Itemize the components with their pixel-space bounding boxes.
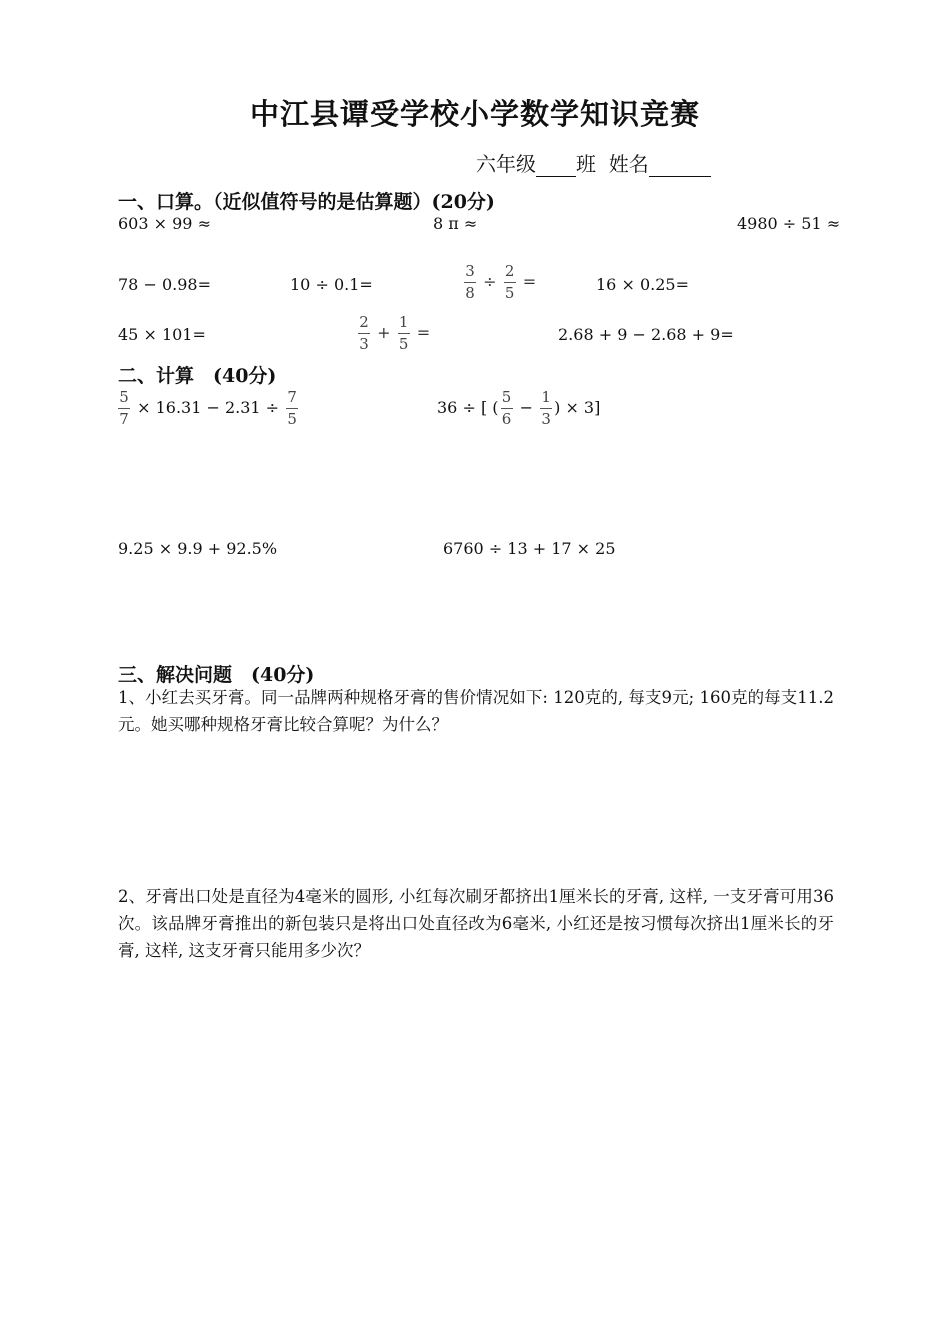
section1-heading: 一、口算。（近似值符号的是估算题）(20分) <box>118 191 495 213</box>
s1-problem-4: 78 − 0.98= <box>118 275 211 294</box>
fraction: $\frac{1}{5}$ <box>398 313 409 353</box>
section2-heading: 二、计算 (40分) <box>118 365 277 387</box>
s1-problem-3: 4980 ÷ 51 ≈ <box>737 214 841 233</box>
s2-problem-2: 36 ÷ [ ( $\frac{5}{6}$ − $\frac{1}{3}$ ) × 3] <box>437 388 601 428</box>
s2-problem-3: 9.25 × 9.9 + 92.5% <box>118 539 278 558</box>
name-blank <box>649 156 711 177</box>
s1-problem-6: $\frac{3}{8}$ ÷ $\frac{2}{5}$ = <box>465 262 537 302</box>
fraction: $\frac{5}{6}$ <box>501 388 512 428</box>
s1-problem-5: 10 ÷ 0.1= <box>290 275 373 294</box>
class-blank <box>536 156 576 177</box>
fraction: $\frac{3}{8}$ <box>465 262 475 302</box>
grade-label: 六年级 <box>476 152 536 176</box>
s1-problem-7: 16 × 0.25= <box>596 275 689 294</box>
s1-problem-8: 45 × 101= <box>118 325 206 344</box>
fraction: $\frac{2}{5}$ <box>504 262 515 302</box>
fraction: $\frac{2}{3}$ <box>359 313 369 353</box>
s1-problem-2: 8 π ≈ <box>433 214 478 233</box>
name-label: 姓名 <box>608 152 649 176</box>
s2-problem-1: $\frac{5}{7}$ × 16.31 − 2.31 ÷ $\frac{7}{5}$ <box>119 388 297 428</box>
section3-heading: 三、解决问题 (40分) <box>118 664 315 686</box>
s2-problem-4: 6760 ÷ 13 + 17 × 25 <box>443 539 616 558</box>
fraction: $\frac{5}{7}$ <box>119 388 129 428</box>
s3-question-1: 1、小红去买牙膏。同一品牌两种规格牙膏的售价情况如下: 120克的, 每支9元; 160克的每支11.2元。她买哪种规格牙膏比较合算呢？为什么？ <box>118 688 834 734</box>
s1-problem-1: 603 × 99 ≈ <box>118 214 211 233</box>
fraction: $\frac{1}{3}$ <box>541 388 551 428</box>
s1-problem-10: 2.68 + 9 − 2.68 + 9= <box>558 325 734 344</box>
s1-problem-9: $\frac{2}{3}$ + $\frac{1}{5}$ = <box>359 313 431 353</box>
s3-question-2: 2、牙膏出口处是直径为4毫米的圆形, 小红每次刷牙都挤出1厘米长的牙膏, 这样, 一支牙膏可用36次。该品牌牙膏推出的新包装只是将出口处直径改为6毫米, 小红还是按习惯每次挤出1厘米长的牙膏, 这样, 这支牙膏只能用多少次？ <box>118 887 834 960</box>
fraction: $\frac{7}{5}$ <box>287 388 297 428</box>
class-label: 班 <box>576 152 596 176</box>
page-title: 中江县谭受学校小学数学知识竞赛 <box>249 97 700 131</box>
student-info <box>476 148 711 177</box>
